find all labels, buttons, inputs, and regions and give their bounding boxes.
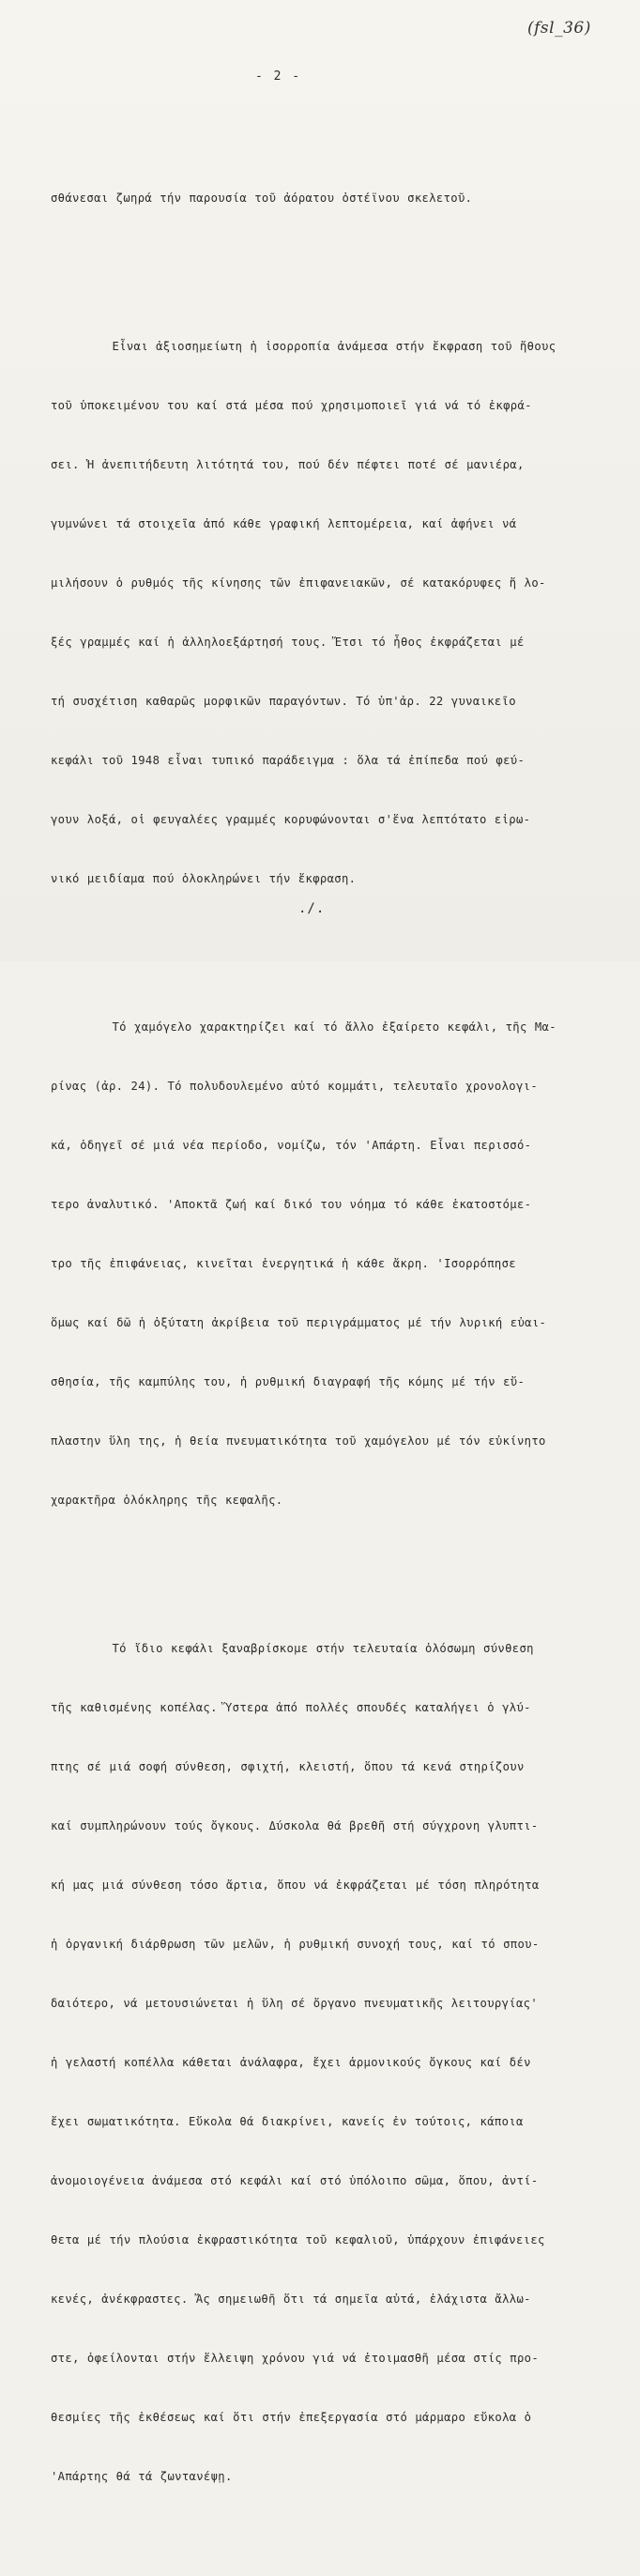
text-line: θετα μέ τήν πλούσια ἐκφραστικότητα τοῦ κεφαλιοῦ, ὑπάρχουν ἐπιφάνειες — [51, 2233, 545, 2246]
text-line: δαιότερο, νά μετουσιώνεται ἡ ὕλη σέ ὄργανο πνευματικῆς λειτουργίας' — [51, 1997, 539, 2010]
text-line: ρίνας (ἀρ. 24). Τό πολυδουλεμένο αὐτό κομμάτι, τελευταῖο χρονολογι- — [51, 1080, 539, 1093]
text-line: ξές γραμμές καί ἡ ἀλληλοεξάρτησή τους. Ἔτσι τό ἦθος ἐκφράζεται μέ — [51, 636, 525, 649]
text-line: ἡ ὀργανική διάρθρωση τῶν μελῶν, ἡ ρυθμική συνοχή τους, καί τό σπου- — [51, 1938, 540, 1951]
paragraph-3 — [51, 978, 614, 1550]
text-line: κενές, ἀνέκφραστες. Ἄς σημειωθῆ ὅτι τά σημεῖα αὐτά, ἐλάχιστα ἄλλω- — [51, 2292, 531, 2306]
text-line: θεσμίες τῆς ἐκθέσεως καί ὅτι στήν ἐπεξεργασία στό μάρμαρο εὔκολα ὁ — [51, 2411, 532, 2424]
archive-reference-stamp: (fsl_36) — [527, 19, 591, 38]
text-line: ἀνομοιογένεια ἀνάμεσα στό κεφάλι καί στό ὑπόλοιπο σῶμα, ὅπου, ἀντί- — [51, 2174, 539, 2187]
text-line: χαρακτῆρα ὁλόκληρης τῆς κεφαλῆς. — [51, 1494, 283, 1507]
text-line: μιλήσουν ὁ ρυθμός τῆς κίνησης τῶν ἐπιφανειακῶν, σέ κατακόρυφες ἤ λο- — [51, 576, 546, 590]
text-line: σει. Ἡ ἀνεπιτήδευτη λιτότητά του, πού δέν πέφτει ποτέ σέ μανιέρα, — [51, 458, 525, 471]
text-line: τῆς καθισμένης κοπέλας. Ὕστερα ἀπό πολλές σπουδές καταλήγει ὁ γλύ- — [51, 1701, 531, 1714]
text-line: Εἶναι ἀξιοσημείωτη ἡ ἰσορροπία ἀνάμεσα στήν ἔκφραση τοῦ ἤθους — [51, 340, 556, 353]
text-line: κά, ὁδηγεῖ σέ μιά νέα περίοδο, νομίζω, τόν 'Απάρτη. Εἶναι περισσό- — [51, 1139, 532, 1152]
text-line: κή μας μιά σύνθεση τόσο ἄρτια, ὅπου νά ἐκφράζεται μέ τόση πληρότητα — [51, 1878, 540, 1892]
text-line: τερο ἀναλυτικό. 'Αποκτᾶ ζωή καί δικό του νόημα τό κάθε ἑκατοστόμε- — [51, 1198, 532, 1211]
paragraph-1 — [51, 149, 614, 248]
text-line: πτης σέ μιά σοφή σύνθεση, σφιχτή, κλειστή, ὅπου τά κενά στηρίζουν — [51, 1760, 525, 1773]
paragraph-2 — [51, 298, 614, 928]
text-line: ἡ γελαστή κοπέλλα κάθεται ἀνάλαφρα, ἔχει ἁρμονικούς ὄγκους καί δέν — [51, 2056, 531, 2069]
text-line: νικό μειδίαμα πού ὁλοκληρώνει τήν ἔκφραση. — [51, 872, 357, 885]
text-line: σθησία, τῆς καμπύλης του, ἡ ρυθμική διαγραφή τῆς κόμης μέ τήν εὔ- — [51, 1375, 526, 1388]
text-line: τή συσχέτιση καθαρῶς μορφικῶν παραγόντων. Τό ὑπ'ἀρ. 22 γυναικεῖο — [51, 695, 516, 708]
text-line: τρο τῆς ἐπιφάνειας, κινεῖται ἐνεργητικά ἡ κάθε ἄκρη. 'Ισορρόπησε — [51, 1257, 516, 1270]
text-line: κεφάλι τοῦ 1948 εἶναι τυπικό παράδειγμα : ὅλα τά ἐπίπεδα πού φεύ- — [51, 754, 526, 767]
paragraph-4 — [51, 1600, 614, 2526]
text-line: Τό ἴδιο κεφάλι ξαναβρίσκομε στήν τελευταία ὁλόσωμη σύνθεση — [51, 1642, 534, 1655]
text-line: ὅμως καί δῶ ἡ ὀξύτατη ἀκρίβεια τοῦ περιγράμματος μέ τήν λυρική εὐαι- — [51, 1316, 547, 1329]
text-line: καί συμπληρώνουν τούς ὄγκους. Δύσκολα θά βρεθῆ στή σύγχρονη γλυπτι- — [51, 1819, 539, 1832]
text-line: γυμνώνει τά στοιχεῖα ἀπό κάθε γραφική λεπτομέρεια, καί ἀφήνει νά — [51, 517, 517, 530]
text-line: σθάνεσαι ζωηρά τήν παρουσία τοῦ ἀόρατου ὀστέϊνου σκελετοῦ. — [51, 192, 473, 205]
end-of-page-mark: ./. — [298, 901, 326, 916]
text-line: πλαστην ὕλη της, ἡ θεία πνευματικότητα τοῦ χαμόγελου μέ τόν εὐκίνητο — [51, 1434, 546, 1448]
text-line: ἔχει σωματικότητα. Εὔκολα θά διακρίνει, κανείς ἐν τούτοις, κάποια — [51, 2115, 524, 2128]
body-text — [51, 110, 614, 2576]
page-number: - 2 - — [255, 69, 302, 84]
text-line: στε, ὀφείλονται στήν ἔλλειψη χρόνου γιά νά ἑτοιμασθῆ μέσα στίς προ- — [51, 2352, 540, 2365]
text-line: γουν λοξά, οἱ φευγαλέες γραμμές κορυφώνονται σ'ἕνα λεπτότατο εἰρω- — [51, 813, 531, 826]
text-line: τοῦ ὑποκειμένου του καί στά μέσα πού χρησιμοποιεῖ γιά νά τό ἐκφρά- — [51, 399, 532, 412]
text-line: 'Απάρτης θά τά ζωντανέψῃ. — [51, 2470, 233, 2483]
text-line: Τό χαμόγελο χαρακτηρίζει καί τό ἄλλο ἐξαίρετο κεφάλι, τῆς Μα- — [51, 1020, 556, 1034]
